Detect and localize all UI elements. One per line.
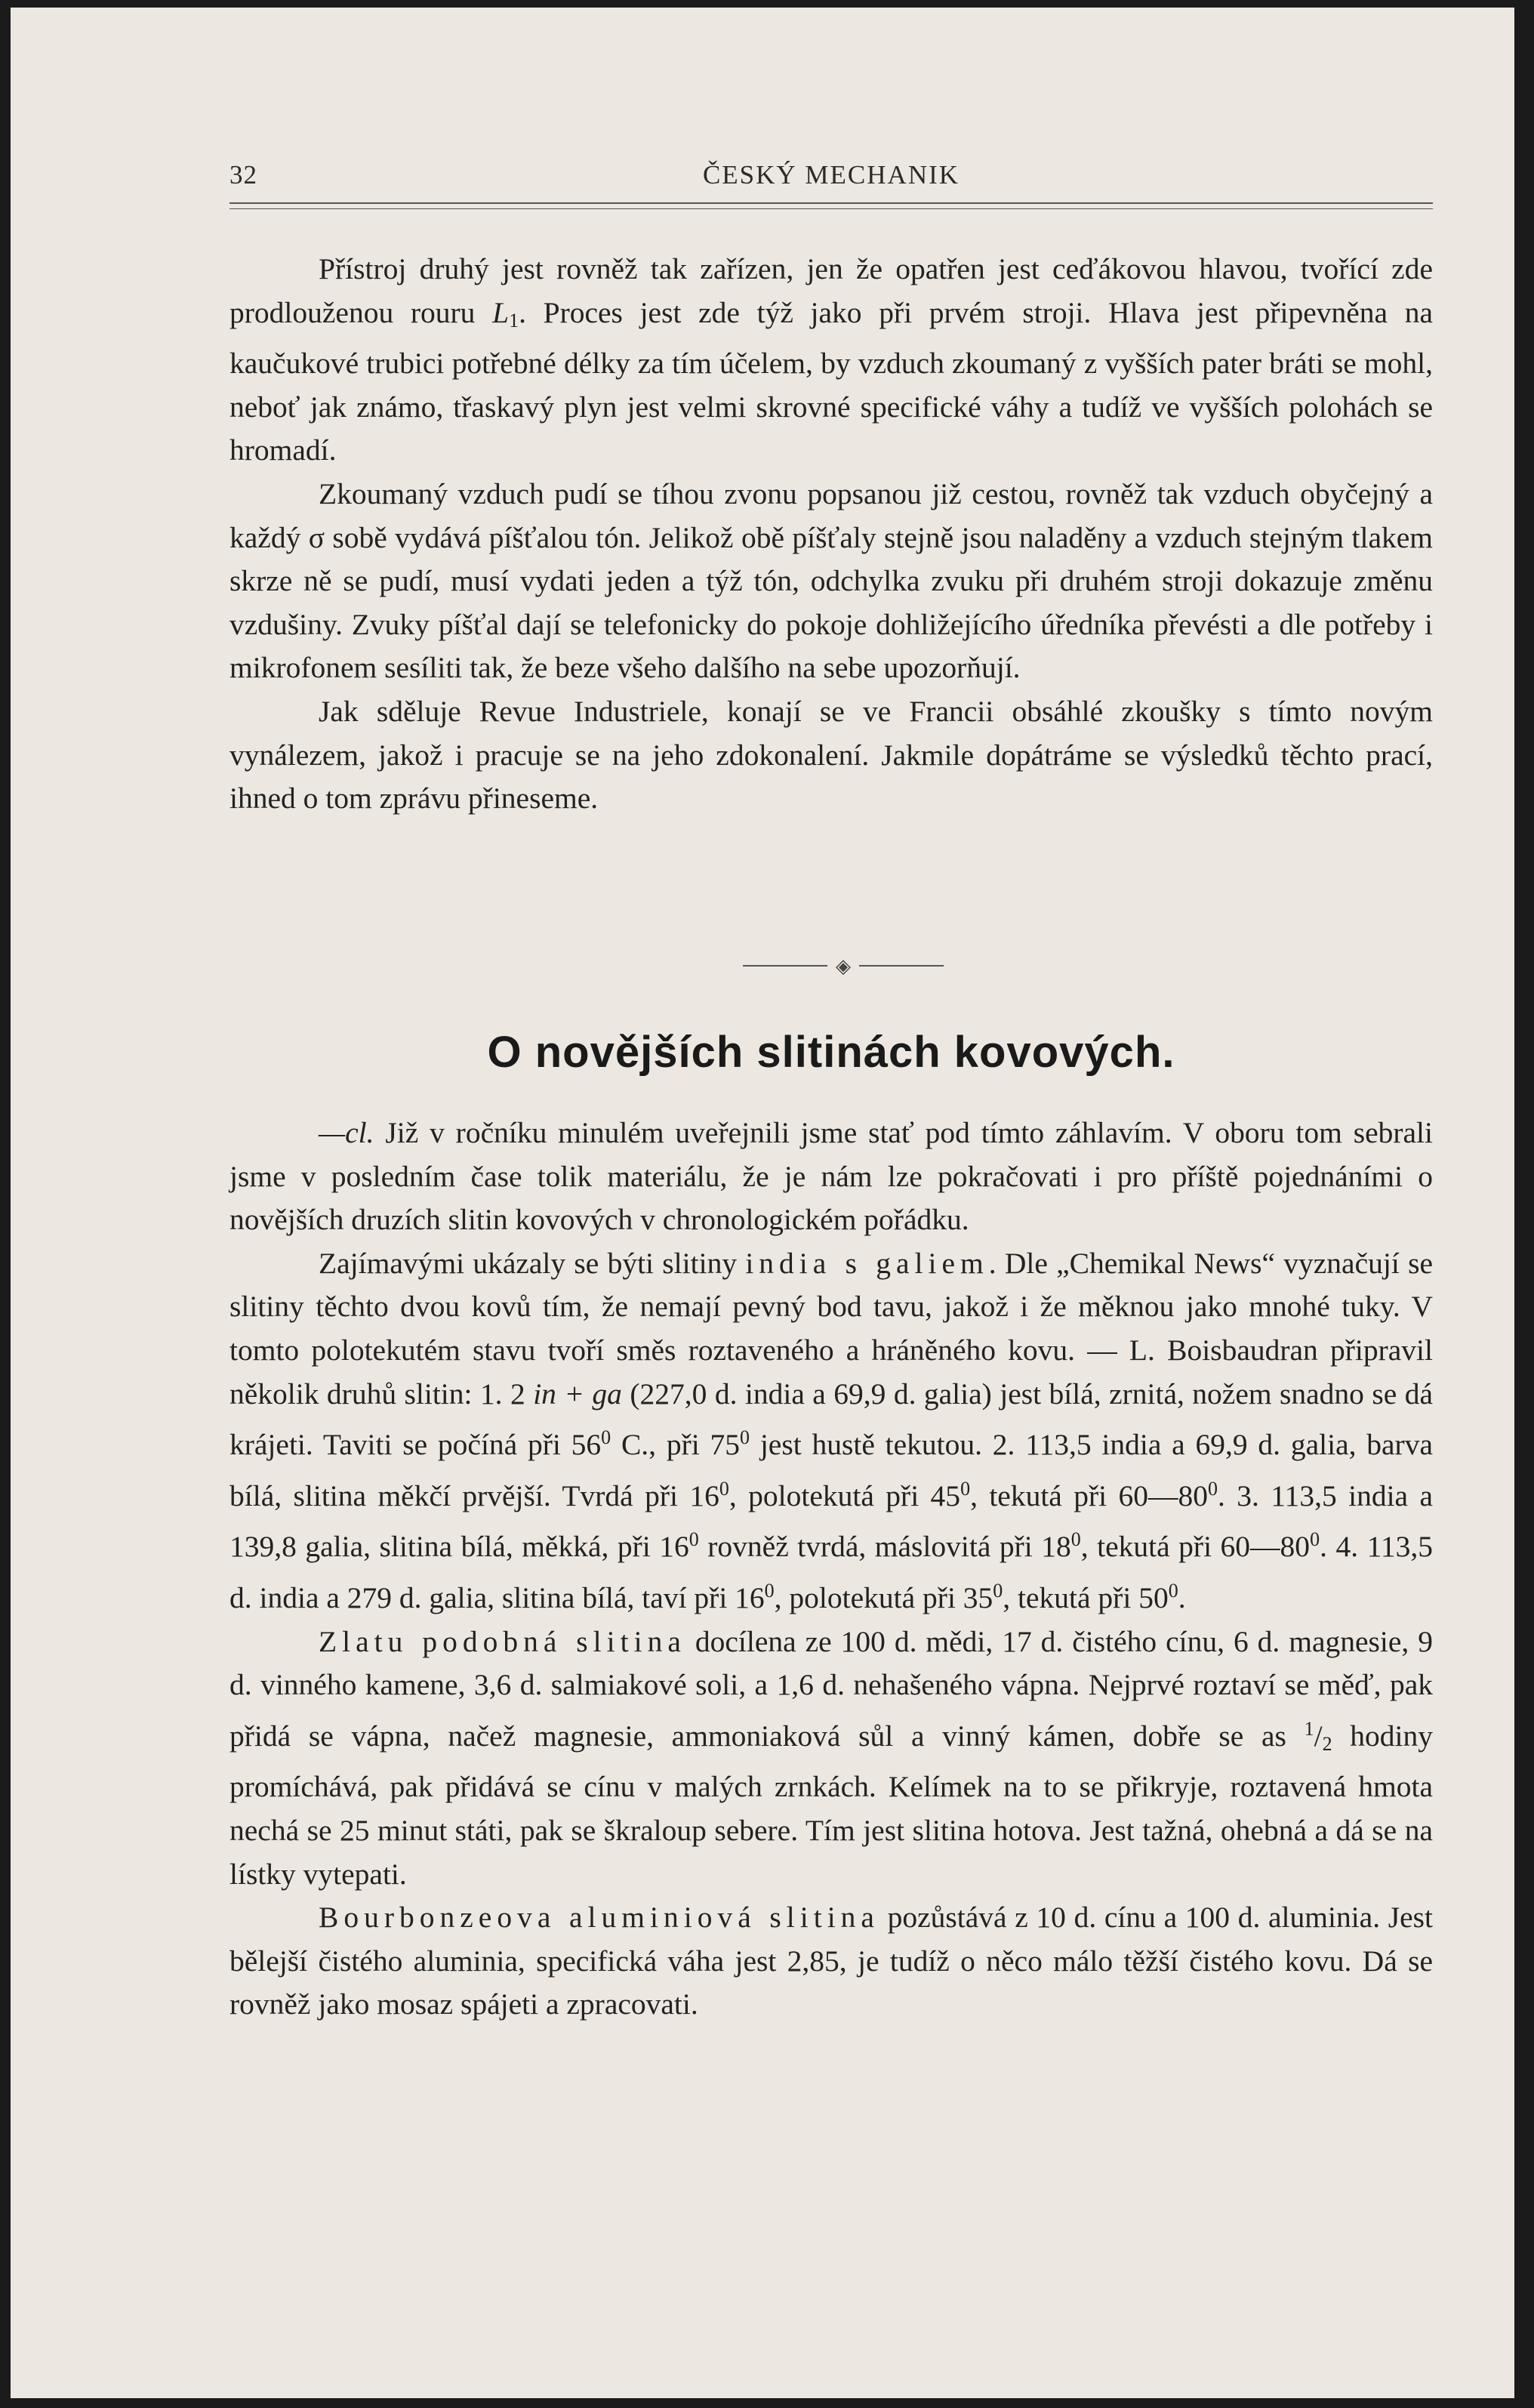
article-title: O novějších slitinách kovových. bbox=[487, 1028, 1175, 1077]
paragraph: Zkoumaný vzduch pudí se tíhou zvonu popsanou již cestou, rovněž tak vzduch obyčejný a každý σ sobě vydává píšťalou tón. Jelikož obě píšťaly stejně jsou naladěny a vzduch stejným tlakem skrze ně se pudí, musí vydati jeden a týž tón, odchylka zvuku při druhém stroji dokazuje změnu vzdušiny. Zvuky píšťal dají se telefonicky do pokoje dohližejícího úředníka převésti a dle potřeby i mikrofonem sesíliti tak, že beze všeho dalšího na sebe upozorňují. bbox=[229, 476, 1433, 685]
page-sheet bbox=[11, 8, 1514, 2398]
section-divider bbox=[743, 956, 944, 976]
symbol: σ bbox=[308, 520, 325, 554]
paragraph: —cl. Již v ročníku minulém uveřejnili jsme stať pod tímto záhlavím. V oboru tom sebrali jsme v posledním čase tolik materiálu, že je nám lze pokračovati i pro příště pojednáními o novějších druzích slitin kovových v chronologickém pořádku. bbox=[229, 1116, 1433, 1237]
article-body bbox=[229, 1112, 1433, 2027]
page-number: 32 bbox=[229, 160, 257, 190]
paragraph: Zajímavými ukázaly se býti slitiny india s galiem. Dle „Chemikal News“ vyznačují se slitiny těchto dvou kovů tím, že nemají pevný bod tavu, jakož i že měknou jako mnohé tuky. V tomto polotekutém stavu tvoří směs roztaveného a hráněného kovu. — L. Boisbaudran připravil několik druhů slitin: 1. 2 in + ga (227,0 d. india a 69,9 d. galia) jest bílá, zrnitá, nožem snadno se dá krájeti. Taviti se počíná při $56^0$ C., při $75^0$ jest hustě tekutou. 2. 113,5 india a 69,9 d. galia, barva bílá, slitina měkčí prvější. Tvrdá při $16^0$, polotekutá při $45^0$, tekutá při $60—80^0$. 3. 113,5 india a 139,8 galia, slitina bílá, měkká, při $16^0$ rovněž tvrdá, máslovitá při $18^0$, tekutá při $60—80^0$. 4. 113,5 d. india a 279 d. galia, slitina bílá, taví při $16^0$, polotekutá při $35^0$, tekutá při $50^0$. bbox=[229, 1246, 1434, 1614]
page-header bbox=[229, 160, 1433, 198]
ornament-icon: ◈ bbox=[836, 955, 851, 977]
header-rule bbox=[229, 202, 1433, 204]
running-title: ČESKÝ MECHANIK bbox=[702, 160, 960, 190]
paragraph: Zlatu podobná slitina docílena ze 100 d. mědi, 17 d. čistého cínu, 6 d. magnesie, 9 d. vinného kamene, 3,6 d. salmiakové soli, a 1,6 d. nehašeného vápna. Nejprvé roztaví se měď, pak přidá se vápna, načež magnesie, ammoniaková sůl a vinný kámen, dobře se as $^1/_2$ hodiny promíchává, pak přidává se cínu v malých zrnkách. Kelímek na to se přikryje, roztavená hmota nechá se 25 minut státi, pak se škraloup sebere. Tím jest slitina hotova. Jest tažná, ohebná a dá se na lístky vytepati. bbox=[229, 1624, 1433, 1891]
paragraph: Bourbonzeova aluminiová slitina pozůstává z 10 d. cínu a 100 d. aluminia. Jest bělejší čistého aluminia, specifická váha jest 2,85, je tudíž o něco málo těžší čistého kovu. Dá se rovněž jako mosaz spájeti a zpracovati. bbox=[229, 1901, 1433, 2021]
formula: in + ga bbox=[533, 1377, 622, 1411]
spaced-term: Zlatu podobná slitina bbox=[319, 1624, 686, 1658]
subscript: 1 bbox=[509, 309, 519, 331]
header-rule-thin bbox=[229, 208, 1433, 209]
spaced-term: Bourbonzeova aluminiová slitina bbox=[319, 1901, 879, 1935]
paragraph: Přístroj druhý jest rovněž tak zařízen, jen že opatřen jest ceďákovou hlavou, tvořící zde prodlouženou rouru $L_1$. Proces jest zde týž jako při prvém stroji. Hlava jest připevněna na kaučukové trubici potřebné délky za tím účelem, by vzduch zkoumaný z vyšších pater bráti se mohl, neboť jak známo, třaskavý plyn jest velmi skrovné specifické váhy a tudíž ve vyšších polohách se hromadí. bbox=[229, 252, 1433, 467]
paragraph: Jak sděluje Revue Industriele, konají se ve Francii obsáhlé zkoušky s tímto novým vynálezem, jakož i pracuje se na jeho zdokonalení. Jakmile dopátráme se výsledků těchto prací, ihned o tom zprávu přineseme. bbox=[229, 694, 1433, 816]
symbol: L bbox=[492, 295, 510, 329]
author-signature: —cl. bbox=[319, 1116, 374, 1149]
intro-section bbox=[229, 248, 1433, 821]
spaced-term: india s galiem bbox=[745, 1246, 989, 1280]
